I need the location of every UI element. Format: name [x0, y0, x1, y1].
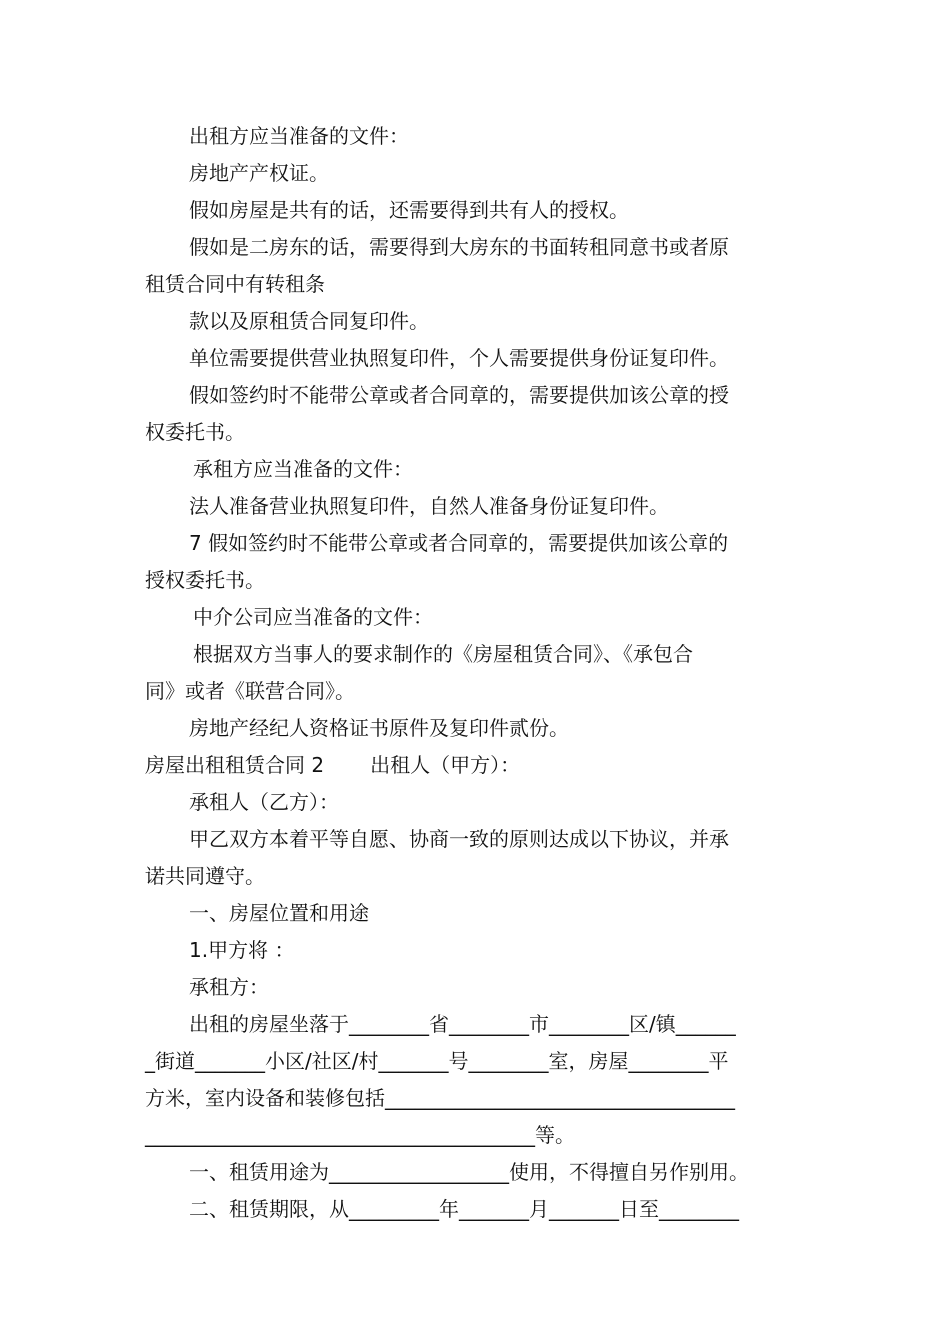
paragraph-line: 诺共同遵守。 — [145, 864, 265, 888]
lessor-label: 出租人（甲方）： — [370, 753, 521, 777]
paragraph-line: 根据双方当事人的要求制作的《房屋租赁合同》、《承包合 — [193, 642, 693, 666]
form-line-address: 出租的房屋坐落于________省________市________区/镇______ — [189, 1012, 736, 1036]
section-heading-lessor-docs: 出租方应当准备的文件： — [189, 124, 409, 148]
paragraph-line: 权委托书。 — [145, 420, 245, 444]
paragraph-line: 承租方： — [189, 975, 269, 999]
section-heading-lessee-docs: 承租方应当准备的文件： — [193, 457, 413, 481]
document-body — [145, 118, 807, 1228]
contract-title-line — [145, 747, 807, 784]
paragraph-line: 假如签约时不能带公章或者合同章的，需要提供加该公章的授 — [189, 383, 729, 407]
form-line-equipment: 方米，室内设备和装修包括___________________________________ — [145, 1086, 735, 1110]
paragraph-line: 款以及原租赁合同复印件。 — [189, 309, 429, 333]
paragraph-line: 租赁合同中有转租条 — [145, 272, 325, 296]
lessee-label: 承租人（乙方）： — [189, 790, 339, 814]
section-heading-agency-docs: 中介公司应当准备的文件： — [193, 605, 433, 629]
paragraph-line: 同》或者《联营合同》。 — [145, 679, 355, 703]
paragraph-line: 1.甲方将 ： — [189, 938, 295, 962]
contract-title: 房屋出租租赁合同 2 — [145, 753, 325, 777]
form-line-equipment: _______________________________________等。 — [145, 1123, 575, 1147]
paragraph-line: 房地产产权证。 — [189, 161, 329, 185]
form-line-term: 二、租赁期限，从_________年_______月_______日至________ — [189, 1197, 739, 1221]
paragraph-line: 甲乙双方本着平等自愿、协商一致的原则达成以下协议，并承 — [189, 827, 729, 851]
form-line-address: _街道_______小区/社区/村_______号________室，房屋________平 — [145, 1049, 729, 1073]
paragraph-line: 假如是二房东的话，需要得到大房东的书面转租同意书或者原 — [189, 235, 729, 259]
paragraph-line: 假如房屋是共有的话，还需要得到共有人的授权。 — [189, 198, 629, 222]
paragraph-line: 单位需要提供营业执照复印件，个人需要提供身份证复印件。 — [189, 346, 729, 370]
paragraph-line: 7 假如签约时不能带公章或者合同章的，需要提供加该公章的 — [189, 531, 729, 555]
paragraph-line: 授权委托书。 — [145, 568, 265, 592]
form-line-usage: 一、租赁用途为__________________使用，不得擅自另作别用。 — [189, 1160, 749, 1184]
section-heading-location: 一、房屋位置和用途 — [189, 901, 369, 925]
paragraph-line: 房地产经纪人资格证书原件及复印件贰份。 — [189, 716, 569, 740]
paragraph-line: 法人准备营业执照复印件，自然人准备身份证复印件。 — [189, 494, 669, 518]
